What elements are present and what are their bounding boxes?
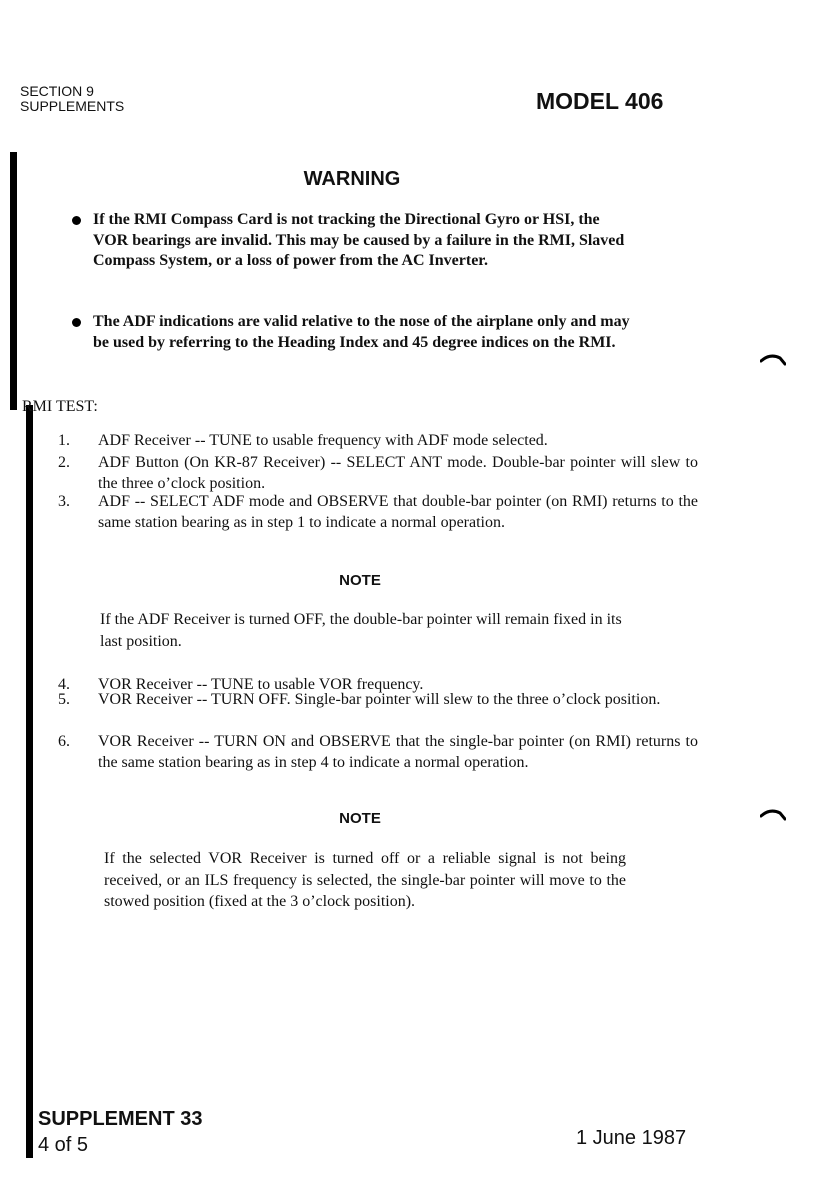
margin-revision-mark-icon	[760, 807, 786, 821]
step-number: 4.	[58, 676, 70, 693]
step-text: VOR Receiver -- TURN OFF. Single-bar pointer will slew to the three o’clock position.	[98, 691, 661, 708]
warning-item	[72, 312, 632, 353]
supplement-label: SUPPLEMENT 33	[38, 1108, 203, 1130]
page-number: 4 of 5	[38, 1134, 89, 1156]
warning-item	[72, 210, 632, 272]
note-text: If the ADF Receiver is turned OFF, the double-bar pointer will remain fixed in its last position.	[100, 611, 622, 650]
step-number: 3.	[58, 493, 70, 510]
note-heading: NOTE	[339, 810, 381, 827]
warning-item-text: If the RMI Compass Card is not tracking the Directional Gyro or HSI, the VOR bearings are invalid. This may be caused by a failure in the RMI, Slaved Compass System, or a loss of power from the AC Inverter.	[93, 211, 625, 269]
revision-date: 1 June 1987	[576, 1127, 687, 1149]
step-text: ADF -- SELECT ADF mode and OBSERVE that double-bar pointer (on RMI) returns to the same station bearing as in step 1 to indicate a normal operation.	[98, 493, 698, 531]
step-text: ADF Button (On KR-87 Receiver) -- SELECT ANT mode. Double-bar pointer will slew to the three o’clock position.	[98, 454, 698, 492]
revision-change-bar	[26, 405, 33, 1158]
step-number: 1.	[58, 432, 70, 449]
bullet-icon	[72, 318, 81, 327]
note-heading: NOTE	[339, 572, 381, 589]
procedure-step	[58, 453, 698, 494]
procedure-step	[58, 732, 698, 773]
rmi-test-heading: RMI TEST:	[22, 398, 98, 415]
procedure-step	[58, 690, 698, 711]
step-number: 5.	[58, 691, 70, 708]
bullet-icon	[72, 216, 81, 225]
procedure-step	[58, 431, 698, 452]
step-number: 2.	[58, 454, 70, 471]
note-text: If the selected VOR Receiver is turned off or a reliable signal is not being received, or an ILS frequency is selected, the single-bar pointer will move to the stowed position (fixed at the 3 o’clock position).	[104, 850, 626, 910]
section-label	[20, 84, 124, 114]
warning-item-text: The ADF indications are valid relative to the nose of the airplane only and may be used by referring to the Heading Index and 45 degree indices on the RMI.	[93, 313, 630, 351]
section-title: SUPPLEMENTS	[20, 98, 125, 114]
model-title: MODEL 406	[536, 88, 664, 114]
margin-revision-mark-icon	[760, 352, 786, 366]
warning-heading: WARNING	[303, 168, 401, 190]
step-text: ADF Receiver -- TUNE to usable frequency with ADF mode selected.	[98, 432, 548, 449]
step-number: 6.	[58, 733, 70, 750]
step-text: VOR Receiver -- TUNE to usable VOR frequency.	[98, 676, 424, 693]
section-number: SECTION 9	[20, 83, 94, 99]
procedure-step	[58, 492, 698, 533]
step-text: VOR Receiver -- TURN ON and OBSERVE that the single-bar pointer (on RMI) returns to the same station bearing as in step 4 to indicate a normal operation.	[98, 733, 698, 771]
